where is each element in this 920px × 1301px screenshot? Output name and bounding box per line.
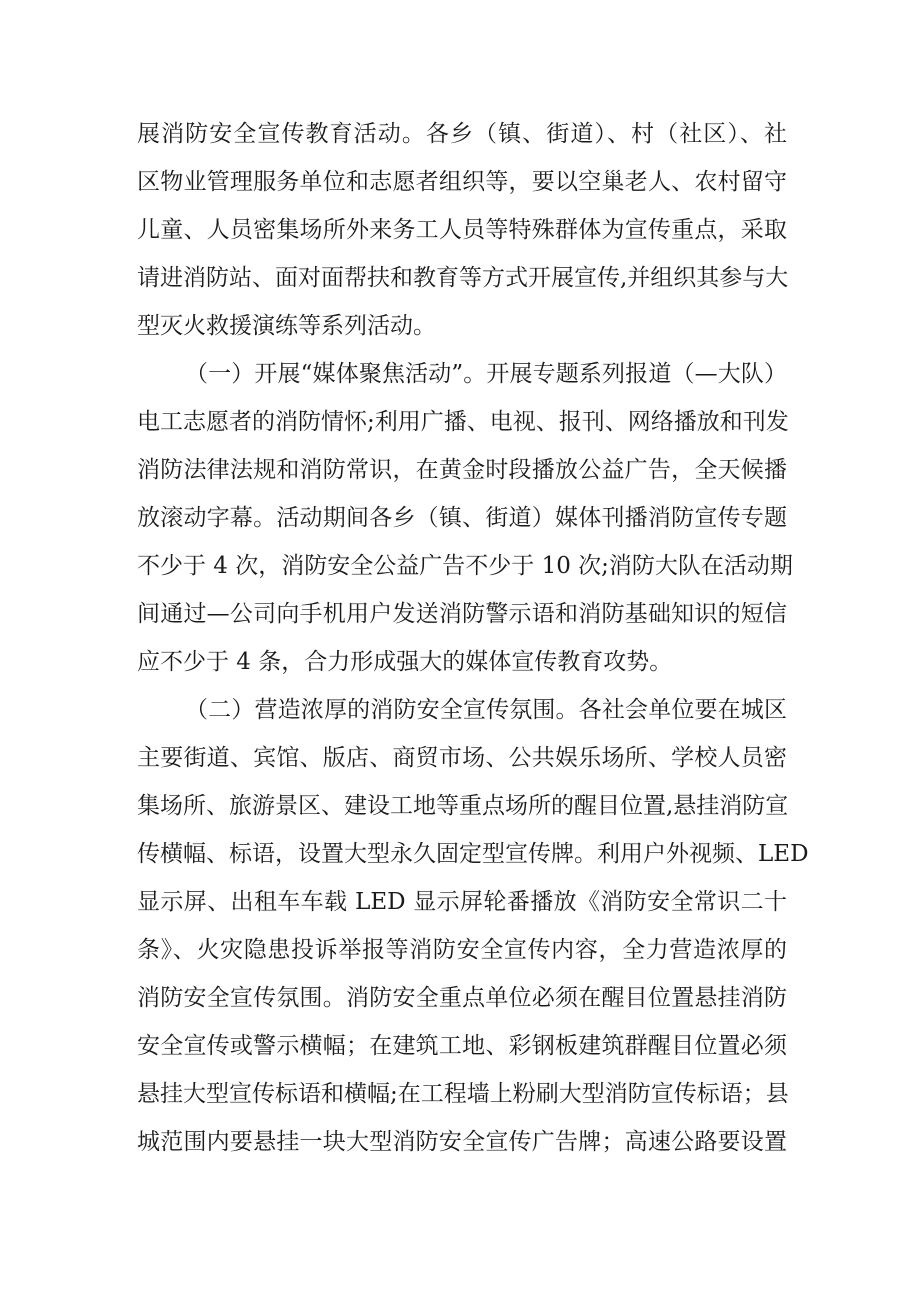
paragraph-1 (137, 110, 787, 350)
paragraph-3 (137, 686, 809, 1166)
text-line: 儿童、人员密集场所外来务工人员等特殊群体为宣传重点，采取 (137, 217, 787, 243)
text-line: 间通过—公司向手机用户发送消防警示语和消防基础知识的短信 (137, 601, 787, 627)
text-line: 区物业管理服务单位和志愿者组织等，要以空巢老人、农村留守 (137, 169, 787, 195)
text-line: （一）开展“媒体聚焦活动”。开展专题系列报道（—大队） (185, 361, 787, 387)
text-line: 悬挂大型宣传标语和横幅;在工程墙上粉刷大型消防宣传标语；县 (137, 1081, 789, 1107)
text-line: 电工志愿者的消防情怀;利用广播、电视、报刊、网络播放和刊发 (137, 409, 789, 435)
text-line: 集场所、旅游景区、建设工地等重点场所的醒目位置,悬挂消防宣 (137, 793, 789, 819)
text-line: 传横幅、标语，设置大型永久固定型宣传牌。利用户外视频、LED (137, 841, 809, 867)
text-line: 消防安全宣传氛围。消防安全重点单位必须在醒目位置悬挂消防 (137, 985, 787, 1011)
text-line: （二）营造浓厚的消防安全宣传氛围。各社会单位要在城区 (185, 697, 787, 723)
text-line: 条》、火灾隐患投诉举报等消防安全宣传内容，全力营造浓厚的 (137, 937, 787, 963)
text-line: 型灭火救援演练等系列活动。 (137, 313, 436, 339)
text-line: 主要街道、宾馆、版店、商贸市场、公共娱乐场所、学校人员密 (137, 745, 787, 771)
text-line: 展消防安全宣传教育活动。各乡（镇、街道）、村（社区）、社 (137, 121, 787, 147)
paragraph-2 (137, 350, 793, 686)
text-line: 请进消防站、面对面帮扶和教育等方式开展宣传,并组织其参与大 (137, 265, 789, 291)
text-line: 城范围内要悬挂一块大型消防安全宣传广告牌；高速公路要设置 (137, 1129, 787, 1155)
text-line: 不少于 4 次，消防安全公益广告不少于 10 次;消防大队在活动期 (137, 553, 793, 579)
text-line: 应不少于 4 条，合力形成强大的媒体宣传教育攻势。 (137, 649, 673, 675)
text-line: 消防法律法规和消防常识，在黄金时段播放公益广告，全天候播 (137, 457, 787, 483)
text-line: 显示屏、出租车车载 LED 显示屏轮番播放《消防安全常识二十 (137, 889, 787, 915)
document-body (137, 110, 809, 1166)
text-line: 放滚动字幕。活动期间各乡（镇、街道）媒体刊播消防宣传专题 (137, 505, 787, 531)
text-line: 安全宣传或警示横幅；在建筑工地、彩钢板建筑群醒目位置必须 (137, 1033, 787, 1059)
